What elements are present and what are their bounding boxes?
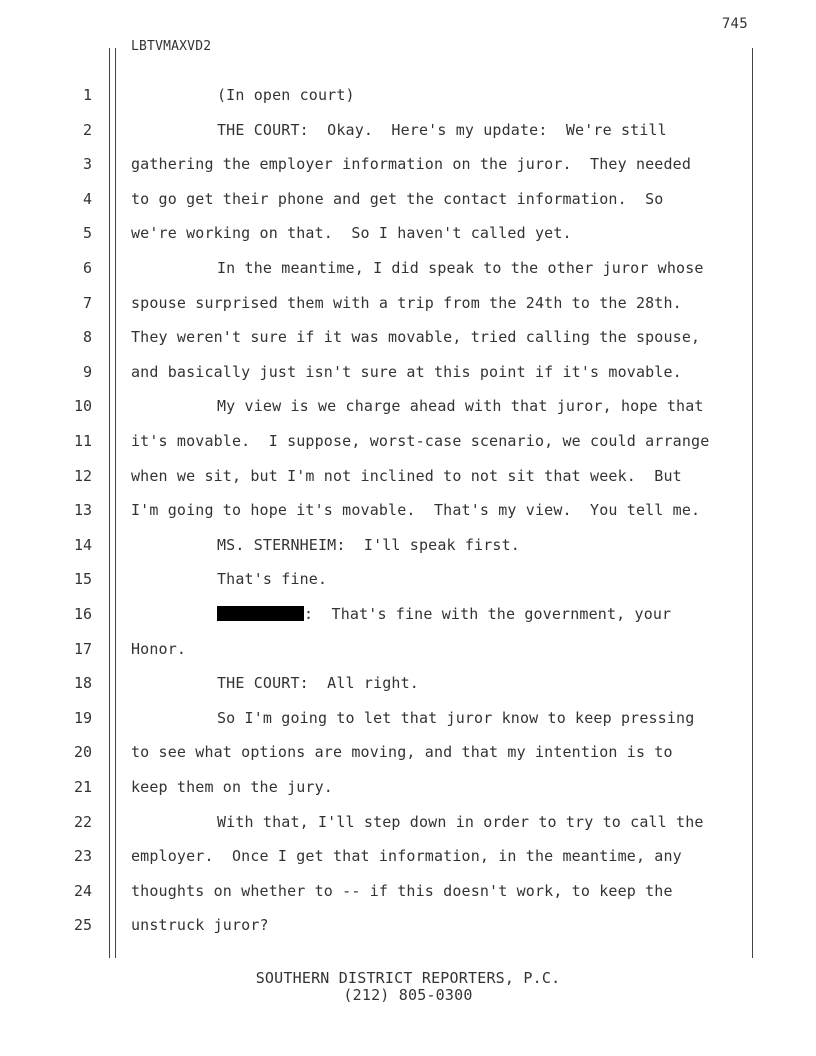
transcript-line	[0, 640, 816, 660]
line-number: 6	[82, 259, 92, 277]
case-identifier: LBTVMAXVD2	[131, 39, 212, 54]
transcript-line	[0, 432, 816, 452]
line-number: 3	[82, 155, 92, 174]
line-text: THE COURT: Okay. Here's my update: We're still	[217, 120, 667, 139]
transcript-line	[0, 813, 816, 833]
footer-reporter-name: SOUTHERN DISTRICT REPORTERS, P.C.	[255, 969, 561, 987]
line-number: 7	[82, 293, 92, 312]
line-text: In the meantime, I did speak to the other juror whose	[217, 259, 704, 277]
line-text: we're working on that. So I haven't called yet.	[131, 224, 572, 243]
line-text: keep them on the jury.	[131, 778, 333, 796]
line-number: 21	[73, 778, 92, 796]
transcript-line	[0, 294, 816, 314]
line-text	[217, 605, 671, 623]
line-text: THE COURT: All right.	[217, 674, 419, 693]
page-number: 745	[721, 16, 748, 32]
line-number: 25	[73, 916, 92, 935]
line-text: gathering the employer information on the juror. They needed	[131, 155, 692, 174]
transcript-line	[0, 397, 816, 417]
line-text: it's movable. I suppose, worst-case scenario, we could arrange	[131, 432, 710, 450]
line-text: to go get their phone and get the contact information. So	[131, 189, 664, 208]
line-text: unstruck juror?	[131, 916, 269, 935]
line-text: Honor.	[131, 639, 187, 658]
line-number: 24	[73, 881, 92, 900]
transcript-line	[0, 536, 816, 556]
transcript-line	[0, 778, 816, 798]
transcript-line	[0, 570, 816, 590]
line-text-after-redaction: : That's fine with the government, your	[304, 605, 672, 623]
transcript-line	[0, 674, 816, 694]
transcript-line	[0, 709, 816, 729]
transcript-line	[0, 363, 816, 383]
transcript-line	[0, 605, 816, 625]
line-number: 20	[73, 743, 92, 762]
line-text: (In open court)	[217, 86, 355, 104]
line-number: 15	[73, 570, 92, 589]
transcript-line	[0, 224, 816, 244]
line-number: 8	[82, 328, 92, 347]
footer-reporter-phone: (212) 805-0300	[343, 986, 473, 1004]
line-text: spouse surprised them with a trip from the 24th to the 28th.	[131, 293, 682, 312]
transcript-line	[0, 882, 816, 902]
line-text: and basically just isn't sure at this point if it's movable.	[131, 362, 682, 381]
line-text: They weren't sure if it was movable, tried calling the spouse,	[131, 328, 701, 347]
line-number: 16	[73, 605, 92, 623]
line-text: employer. Once I get that information, in the meantime, any	[131, 847, 682, 866]
line-number: 17	[73, 639, 92, 658]
transcript-line	[0, 190, 816, 210]
line-number: 13	[73, 501, 92, 520]
line-text: thoughts on whether to -- if this doesn't work, to keep the	[131, 881, 673, 900]
transcript-line	[0, 743, 816, 763]
line-number: 22	[73, 812, 92, 831]
line-number: 23	[73, 847, 92, 866]
line-text: to see what options are moving, and that my intention is to	[131, 743, 673, 762]
line-number: 9	[82, 362, 92, 381]
transcript-line	[0, 155, 816, 175]
transcript-line	[0, 467, 816, 487]
line-number: 19	[73, 708, 92, 727]
line-number: 14	[73, 535, 92, 554]
line-number: 1	[82, 86, 92, 104]
line-number: 10	[73, 397, 92, 416]
line-number: 2	[82, 120, 92, 139]
line-text: With that, I'll step down in order to try to call the	[217, 812, 704, 831]
line-text: So I'm going to let that juror know to keep pressing	[217, 708, 695, 727]
line-text: MS. STERNHEIM: I'll speak first.	[217, 535, 520, 554]
transcript-line	[0, 501, 816, 521]
transcript-line	[0, 328, 816, 348]
line-text: when we sit, but I'm not inclined to not sit that week. But	[131, 466, 682, 485]
transcript-line	[0, 847, 816, 867]
redaction-bar	[217, 606, 304, 621]
line-number: 11	[73, 432, 92, 450]
transcript-line	[0, 86, 816, 106]
line-text: I'm going to hope it's movable. That's my view. You tell me.	[131, 501, 701, 520]
transcript-line	[0, 916, 816, 936]
line-number: 18	[73, 674, 92, 693]
line-number: 5	[82, 224, 92, 243]
transcript-line	[0, 121, 816, 141]
transcript-line	[0, 259, 816, 279]
line-text: My view is we charge ahead with that juror, hope that	[217, 397, 704, 416]
line-text: That's fine.	[217, 570, 328, 589]
line-number: 4	[82, 189, 92, 208]
line-number: 12	[73, 466, 92, 485]
